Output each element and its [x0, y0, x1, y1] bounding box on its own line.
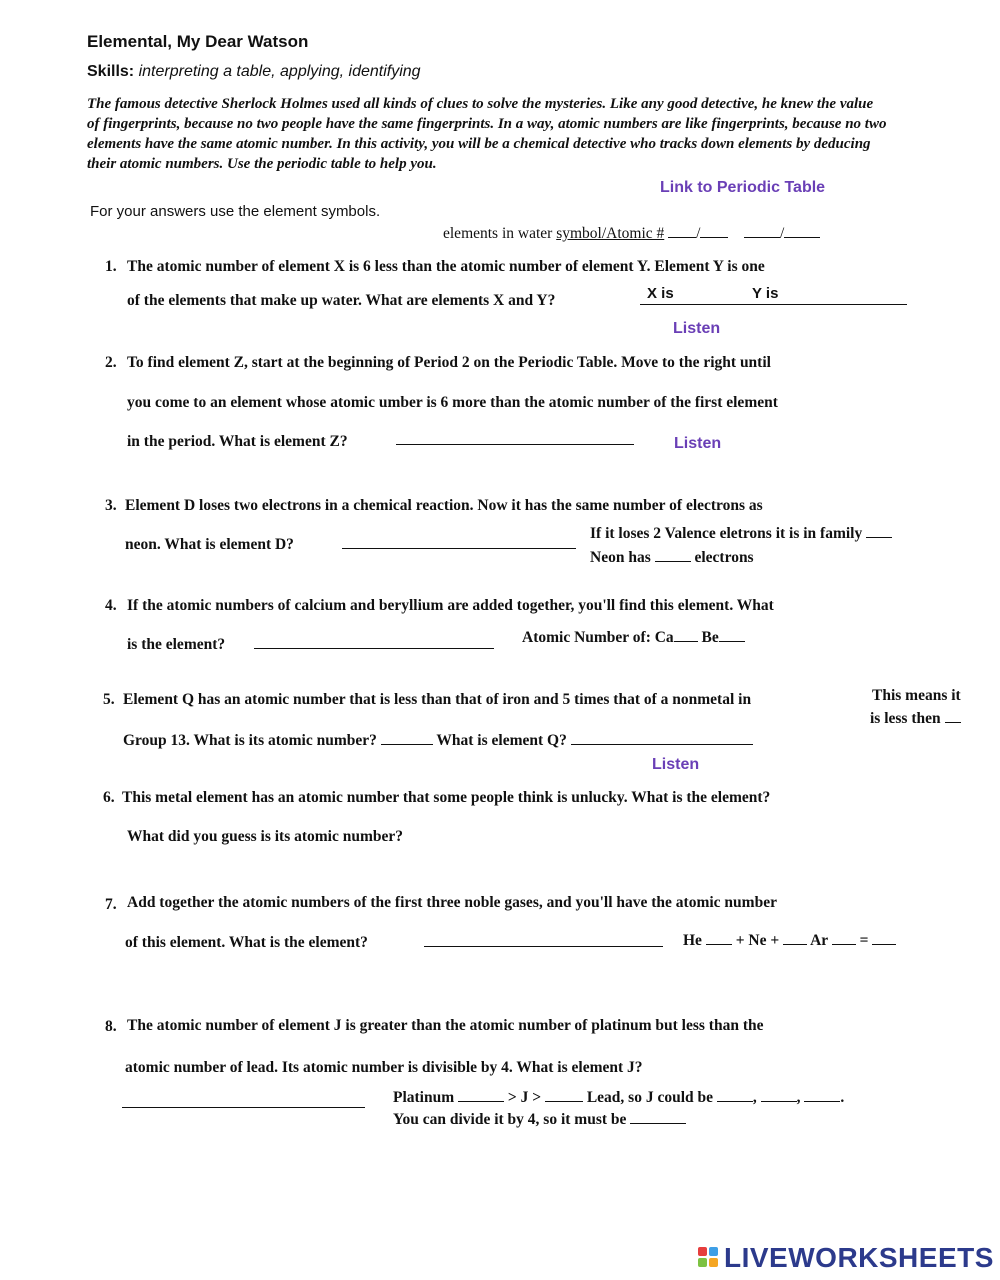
liveworksheets-logo	[698, 1242, 994, 1274]
q5-line2	[123, 730, 753, 750]
q7-he: He	[683, 932, 702, 949]
q8-option-2[interactable]	[761, 1087, 797, 1102]
q5-listen-link[interactable]: Listen	[652, 756, 700, 773]
q7-line2: of this element. What is the element?	[125, 934, 368, 951]
q3-hint-1-text: If it loses 2 Valence eletrons it is in family	[590, 525, 863, 542]
q3-neon-blank[interactable]	[655, 547, 691, 562]
q3-hint-1	[590, 523, 892, 543]
q8-hint-1	[393, 1087, 844, 1107]
q5-line2a: Group 13. What is its atomic number?	[123, 732, 377, 749]
water-blank-1b[interactable]	[700, 223, 728, 238]
q1-x-label: X is	[647, 285, 674, 302]
water-blank-1a[interactable]	[668, 223, 696, 238]
q5-number: 5.	[103, 691, 115, 708]
q8-lead-text: Lead, so J could be	[586, 1089, 714, 1106]
q4-hint	[522, 627, 745, 647]
q4-hint-be: Be	[701, 629, 719, 646]
q4-line2: is the element?	[127, 636, 226, 653]
q2-listen-link[interactable]: Listen	[674, 435, 722, 452]
q4-hint-ca: Atomic Number of: Ca	[522, 629, 674, 646]
q3-line2: neon. What is element D?	[125, 536, 294, 553]
periodic-table-link[interactable]: Link to Periodic Table	[660, 179, 826, 196]
q3-answer-line[interactable]	[342, 548, 576, 549]
q3-hint-2	[590, 547, 754, 567]
q7-ar: Ar	[810, 932, 828, 949]
q7-line1: Add together the atomic numbers of the first three noble gases, and you'll have the atomic number	[127, 894, 777, 911]
q8-lead-blank[interactable]	[545, 1087, 583, 1102]
water-row	[443, 223, 820, 243]
q7-eq: =	[859, 932, 869, 949]
q1-answer-line[interactable]	[640, 304, 907, 305]
q7-ne-blank[interactable]	[783, 930, 807, 945]
q8-hint-2	[393, 1109, 686, 1129]
q8-answer-line[interactable]	[122, 1107, 365, 1108]
page-title: Elemental, My Dear Watson	[87, 32, 309, 51]
q8-line1: The atomic number of element J is greater than the atomic number of platinum but less than the	[127, 1017, 764, 1034]
q6-number: 6.	[103, 789, 115, 806]
q1-line1: The atomic number of element X is 6 less than the atomic number of element Y. Element Y is one	[127, 258, 765, 275]
q8-hint-2-text: You can divide it by 4, so it must be	[393, 1111, 627, 1128]
q3-line1: Element D loses two electrons in a chemical reaction. Now it has the same number of electrons as	[125, 497, 763, 514]
q5-line2b: What is element Q?	[436, 732, 567, 749]
q1-listen-link[interactable]: Listen	[673, 320, 721, 337]
q3-family-blank[interactable]	[866, 523, 892, 538]
logo-text: LIVEWORKSHEETS	[724, 1242, 994, 1273]
water-slash-1: /	[696, 225, 701, 242]
q8-option-3[interactable]	[804, 1087, 840, 1102]
logo-mark-icon	[698, 1247, 720, 1269]
q8-j-compare: > J >	[507, 1089, 542, 1106]
q5-hint-2	[870, 708, 961, 728]
q5-element-blank[interactable]	[571, 730, 753, 745]
q1-y-label: Y is	[752, 285, 779, 302]
q8-number: 8.	[105, 1018, 117, 1035]
q5-hint-2-text: is less then	[870, 710, 941, 727]
q8-platinum-blank[interactable]	[458, 1087, 504, 1102]
skills-text: interpreting a table, applying, identifying	[138, 63, 421, 80]
q8-final-blank[interactable]	[630, 1109, 686, 1124]
water-symbol-atomic: symbol/Atomic #	[556, 225, 665, 242]
q5-atomic-blank[interactable]	[381, 730, 433, 745]
q3-hint-2b: electrons	[694, 549, 754, 566]
q7-number: 7.	[105, 896, 117, 913]
q4-be-blank[interactable]	[719, 627, 745, 642]
q7-ne: + Ne +	[735, 932, 780, 949]
q7-he-blank[interactable]	[706, 930, 732, 945]
intro-paragraph: The famous detective Sherlock Holmes used all kinds of clues to solve the mysteries. Like any good detective, he knew the value of fingerprints, because no two people have the same fingerprints. In a way, atomic numbers are like fingerprints, because no two elements have the same atomic number. In this activity, you will be a chemical detective who tracks down elements by deducing their atomic numbers. Use the periodic table to help you.	[87, 96, 887, 172]
q2-line3: in the period. What is element Z?	[127, 433, 348, 450]
q5-line1: Element Q has an atomic number that is less than that of iron and 5 times that of a nonmetal in	[123, 691, 752, 708]
q2-line2: you come to an element whose atomic umber is 6 more than the atomic number of the first element	[127, 394, 778, 411]
q3-number: 3.	[105, 497, 117, 514]
q8-platinum: Platinum	[393, 1089, 455, 1106]
q7-sum-blank[interactable]	[872, 930, 896, 945]
q3-hint-2a: Neon has	[590, 549, 651, 566]
q6-line2: What did you guess is its atomic number?	[127, 828, 404, 845]
q2-answer-line[interactable]	[396, 444, 634, 445]
q8-option-1[interactable]	[717, 1087, 753, 1102]
answers-note: For your answers use the element symbols.	[90, 203, 381, 220]
q8-line2: atomic number of lead. Its atomic number is divisible by 4. What is element J?	[125, 1059, 643, 1076]
q4-ca-blank[interactable]	[674, 627, 698, 642]
water-blank-2a[interactable]	[744, 223, 780, 238]
q6-line1: This metal element has an atomic number that some people think is unlucky. What is the element?	[122, 789, 771, 806]
q4-line1: If the atomic numbers of calcium and beryllium are added together, you'll find this element. What	[127, 597, 774, 614]
q7-ar-blank[interactable]	[832, 930, 856, 945]
q7-answer-line[interactable]	[424, 946, 663, 947]
q7-hint	[683, 930, 896, 950]
q4-number: 4.	[105, 597, 117, 614]
skills-label: Skills:	[87, 63, 135, 80]
q1-number: 1.	[105, 258, 117, 275]
q5-hint-1: This means it	[872, 687, 961, 704]
q8-comma-2: ,	[796, 1089, 801, 1106]
water-blank-2b[interactable]	[784, 223, 820, 238]
q2-line1: To find element Z, start at the beginning of Period 2 on the Periodic Table. Move to the right until	[127, 354, 771, 371]
q4-answer-line[interactable]	[254, 648, 494, 649]
q1-line2: of the elements that make up water. What are elements X and Y?	[127, 292, 556, 309]
q5-hint-blank[interactable]	[945, 708, 961, 723]
q2-number: 2.	[105, 354, 117, 371]
q8-period: .	[840, 1089, 845, 1106]
water-label: elements in water	[443, 225, 557, 242]
water-slash-2: /	[779, 225, 785, 242]
q8-comma-1: ,	[752, 1089, 757, 1106]
skills-line	[87, 63, 421, 81]
